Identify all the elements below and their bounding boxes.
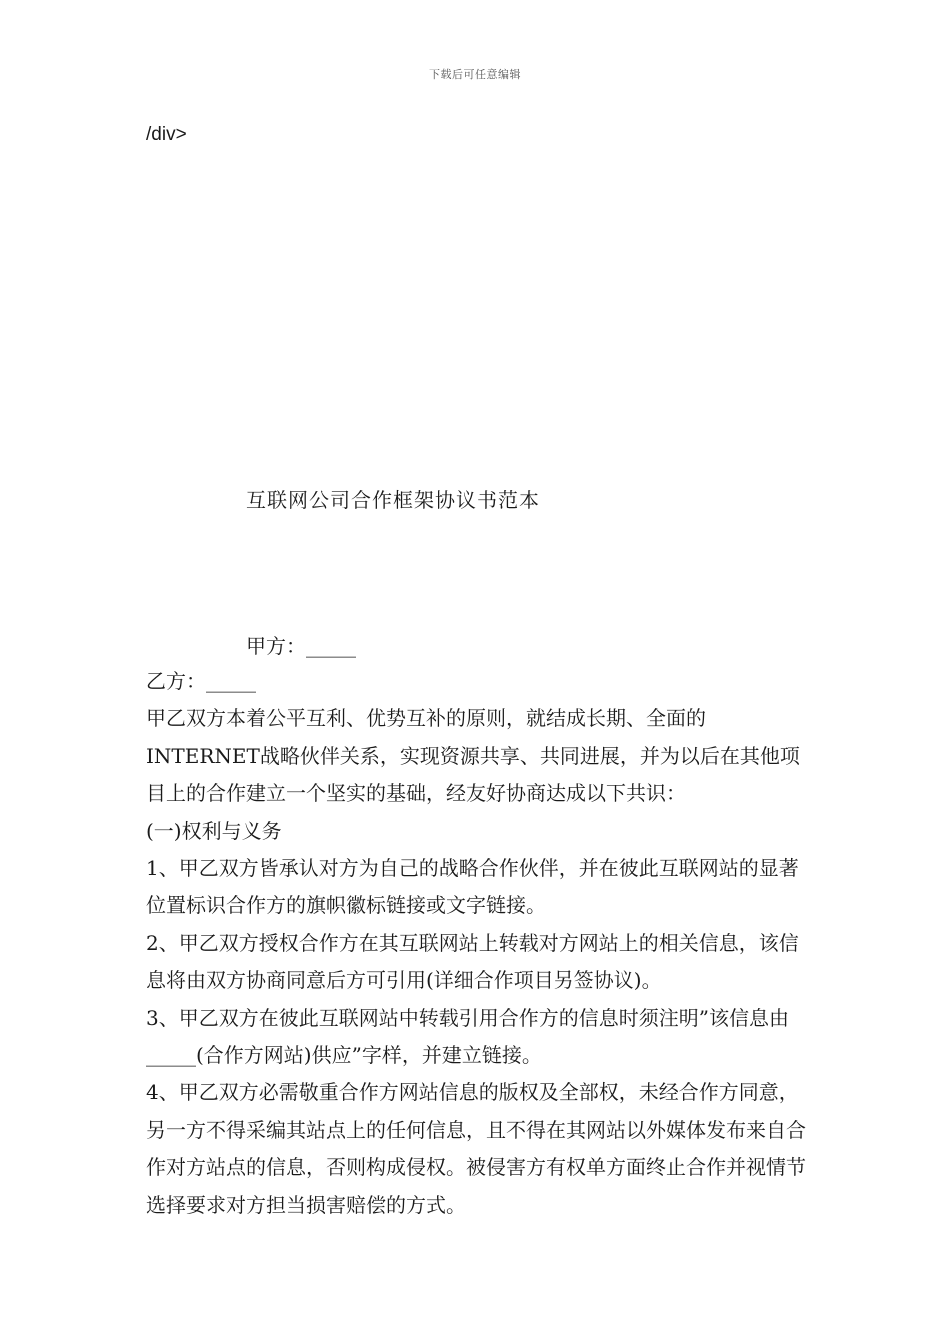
party-a-line: 甲方：_____: [246, 634, 356, 658]
party-b-line: 乙方：_____: [146, 669, 256, 693]
clause-1: 1、甲乙双方皆承认对方为自己的战略合作伙伴，并在彼此互联网站的显著位置标识合作方的旗帜徽标链接或文字链接。: [146, 856, 799, 918]
clause-3: 3、甲乙双方在彼此互联网站中转载引用合作方的信息时须注明”该信息由_____(合作方网站)供应”字样，并建立链接。: [146, 1005, 789, 1068]
document-title: 互联网公司合作框架协议书范本: [246, 488, 540, 512]
clause-2: 2、甲乙双方授权合作方在其互联网站上转载对方网站上的相关信息，该信息将由双方协商同意后方可引用(详细合作项目另签协议)。: [146, 930, 799, 993]
document-body: [146, 663, 816, 1224]
section-heading-rights: (一)权利与义务: [146, 818, 282, 843]
intro-paragraph: 甲乙双方本着公平互利、优势互补的原则，就结成长期、全面的INTERNET战略伙伴关系，实现资源共享、共同进展，并为以后在其他项目上的合作建立一个坚实的基础，经友好协商达成以下共识：: [146, 706, 800, 806]
stray-html-tag: /div>: [146, 124, 187, 145]
clause-4: 4、甲乙双方必需敬重合作方网站信息的版权及全部权，未经合作方同意，另一方不得采编其站点上的任何信息，且不得在其网站以外媒体发布来自合作对方站点的信息，否则构成侵权。被侵害方有权单方面终止合作并视情节选择要求对方担当损害赔偿的方式。: [146, 1080, 806, 1217]
page-header-watermark: 下载后可任意编辑: [429, 68, 521, 81]
